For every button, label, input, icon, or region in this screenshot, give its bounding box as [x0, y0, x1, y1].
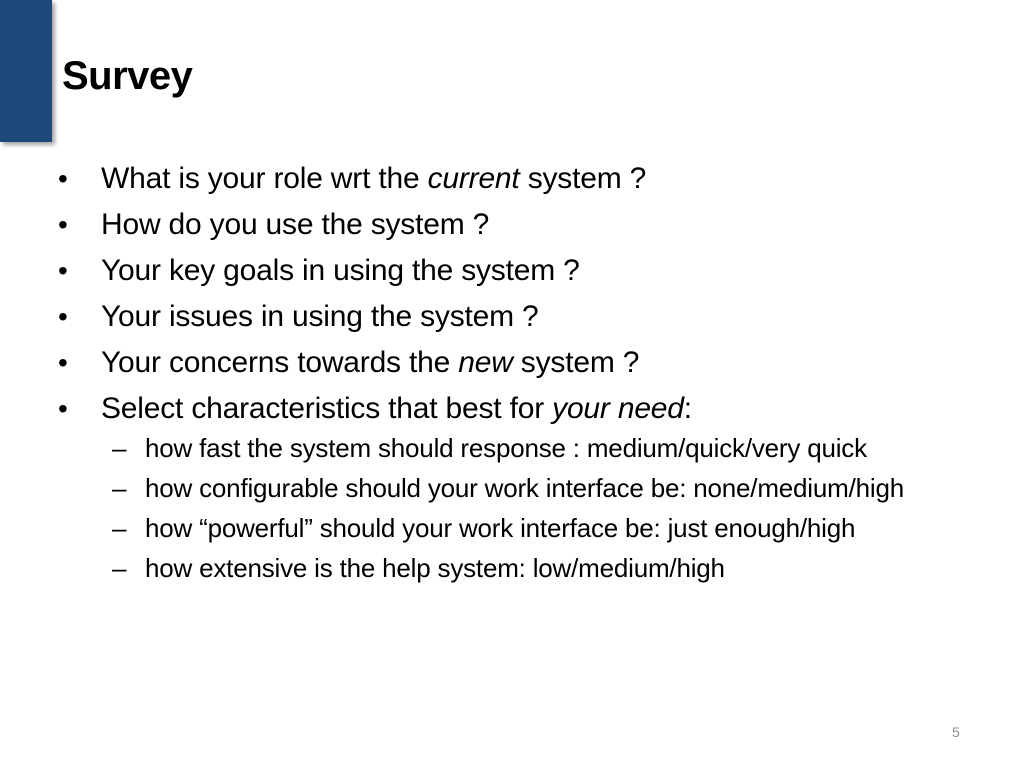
bullet-marker: •: [58, 301, 68, 332]
bullet-item: [56, 294, 976, 340]
bullet-text: How do you use the system ?: [101, 208, 490, 241]
bullet-text: Select characteristics that best for: [101, 392, 553, 425]
sub-bullet-marker: –: [112, 473, 127, 503]
bullet-text: :: [683, 392, 692, 425]
bullet-marker: •: [58, 393, 68, 424]
sub-bullet-item: [56, 472, 965, 505]
sub-bullet-marker: –: [112, 553, 127, 583]
bullet-text: Your key goals in using the system ?: [101, 254, 580, 287]
page-number: 5: [952, 724, 960, 740]
sub-bullet-item: [56, 512, 965, 545]
bullet-item: [56, 340, 976, 386]
sub-bullet-text: how extensive is the help system: low/medium/high: [145, 553, 725, 583]
bullet-marker: •: [58, 209, 68, 240]
bullet-text: Your issues in using the system ?: [101, 300, 539, 333]
bullet-text: What is your role wrt the: [101, 162, 428, 195]
title-accent-bar: [0, 0, 52, 142]
bullet-item: [56, 156, 976, 202]
sub-bullet-text: how fast the system should response : medium/quick/very quick: [145, 433, 867, 463]
slide-title: Survey: [62, 54, 193, 98]
bullet-emphasis: your need: [552, 392, 684, 425]
sub-bullet-group: [56, 432, 976, 585]
bullet-item: [56, 248, 976, 294]
bullet-marker: •: [58, 347, 68, 378]
bullet-text: system ?: [512, 346, 640, 379]
sub-bullet-text: how configurable should your work interface be: none/medium/high: [145, 473, 904, 503]
sub-bullet-text: how “powerful” should your work interface be: just enough/high: [145, 513, 856, 543]
sub-bullet-marker: –: [112, 433, 127, 463]
bullet-text: Your concerns towards the: [101, 346, 459, 379]
bullet-list: [56, 156, 976, 592]
sub-bullet-marker: –: [112, 513, 127, 543]
sub-bullet-item: [56, 552, 965, 585]
sub-bullet-item: [56, 432, 965, 465]
bullet-text: system ?: [519, 162, 647, 195]
bullet-marker: •: [58, 163, 68, 194]
bullet-item: [56, 386, 976, 432]
bullet-item: [56, 202, 976, 248]
bullet-marker: •: [58, 255, 68, 286]
sub-bullet-list: [56, 432, 976, 585]
bullet-emphasis: new: [458, 346, 513, 379]
bullet-emphasis: current: [427, 162, 520, 195]
